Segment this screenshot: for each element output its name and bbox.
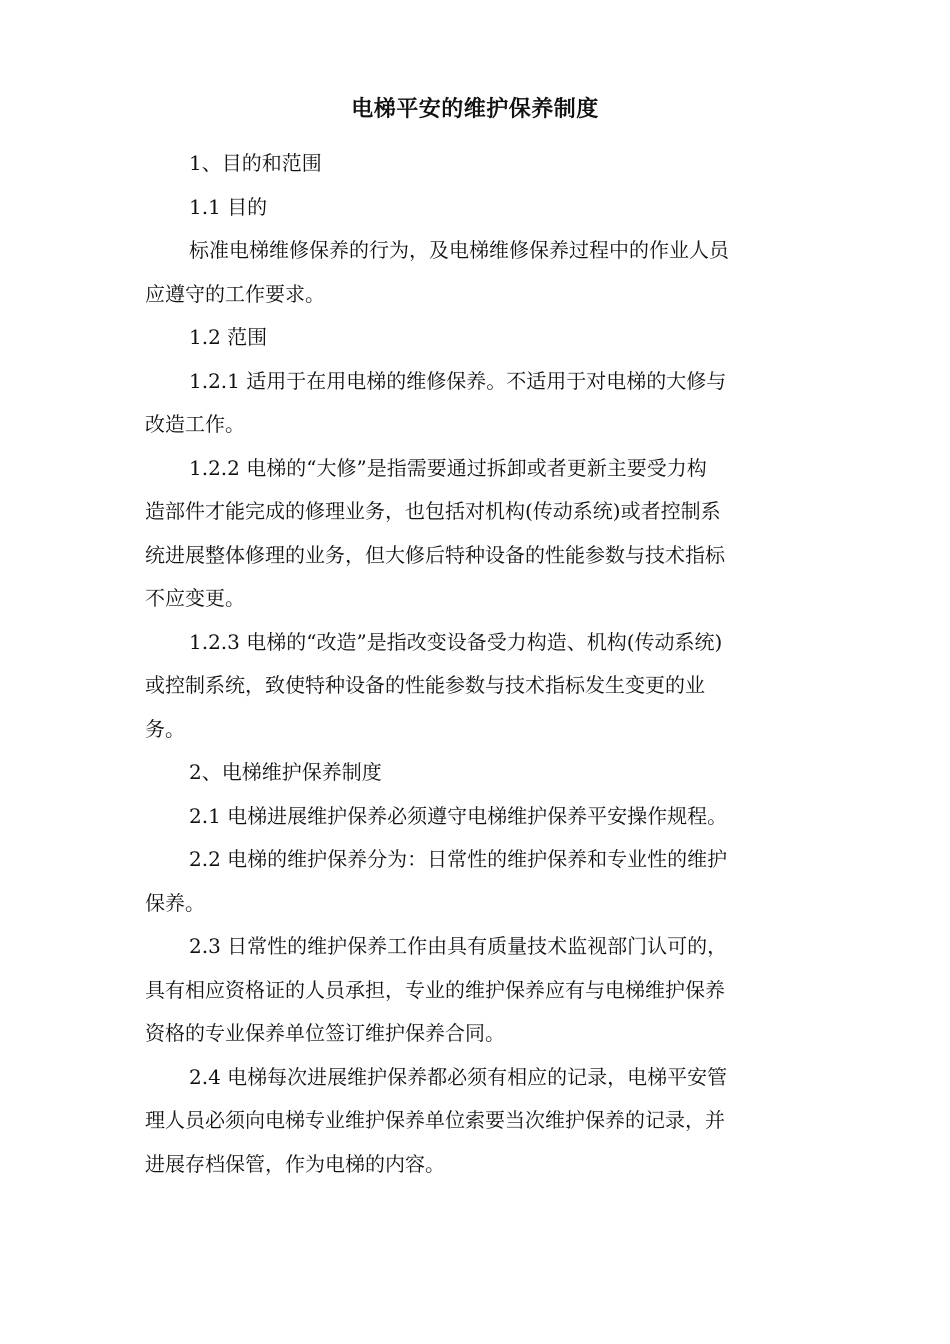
paragraph-line: 2.1 电梯进展维护保养必须遵守电梯维护保养平安操作规程。 [189,803,728,828]
paragraph-line: 不应变更。 [145,586,245,610]
paragraph-line: 应遵守的工作要求。 [145,281,325,306]
paragraph [145,925,815,1056]
paragraph [145,751,815,795]
paragraph [145,795,815,839]
paragraph-line: 1.2.1 适用于在用电梯的维修保养。不适用于对电梯的大修与 [189,368,727,393]
paragraph-line: 1.2.3 电梯的“改造”是指改变设备受力构造、机构(传动系统) [189,629,723,654]
paragraph [145,229,815,316]
paragraph [145,1056,815,1187]
paragraph [145,360,815,447]
paragraph-line: 改造工作。 [145,412,245,436]
document-title: 电梯平安的维护保养制度 [351,97,599,122]
paragraph [145,621,815,752]
paragraph-line: 或控制系统，致使特种设备的性能参数与技术指标发生变更的业 [145,673,705,697]
paragraph-line: 造部件才能完成的修理业务，也包括对机构(传动系统)或者控制系 [145,499,721,523]
paragraph [145,142,815,186]
paragraph-line: 2.4 电梯每次进展维护保养都必须有相应的记录，电梯平安管 [189,1064,728,1089]
paragraph [145,186,815,230]
paragraph-line: 标准电梯维修保养的行为，及电梯维修保养过程中的作业人员 [189,238,729,262]
paragraph-line: 2.2 电梯的维护保养分为：日常性的维护保养和专业性的维护 [189,847,728,871]
paragraph-line: 统进展整体修理的业务，但大修后特种设备的性能参数与技术指标 [145,542,725,567]
paragraph-line: 具有相应资格证的人员承担，专业的维护保养应有与电梯维护保养 [145,977,725,1002]
paragraph-line: 进展存档保管，作为电梯的内容。 [145,1151,445,1176]
paragraph-line: 保养。 [145,890,205,915]
paragraph-line: 理人员必须向电梯专业维护保养单位索要当次维护保养的记录，并 [145,1108,725,1132]
paragraph [145,447,815,621]
paragraph-line: 1、目的和范围 [189,151,322,175]
paragraph-line: 务。 [145,716,185,741]
paragraph-line: 1.1 目的 [189,194,268,219]
paragraph-line: 资格的专业保养单位签订维护保养合同。 [145,1021,505,1045]
paragraph-line: 1.2 范围 [189,325,268,349]
document-body [145,142,815,1186]
paragraph-line: 1.2.2 电梯的“大修”是指需要通过拆卸或者更新主要受力构 [189,455,707,480]
paragraph-line: 2、电梯维护保养制度 [189,760,382,784]
paragraph [145,838,815,925]
paragraph-line: 2.3 日常性的维护保养工作由具有质量技术监视部门认可的， [189,934,728,958]
paragraph [145,316,815,360]
